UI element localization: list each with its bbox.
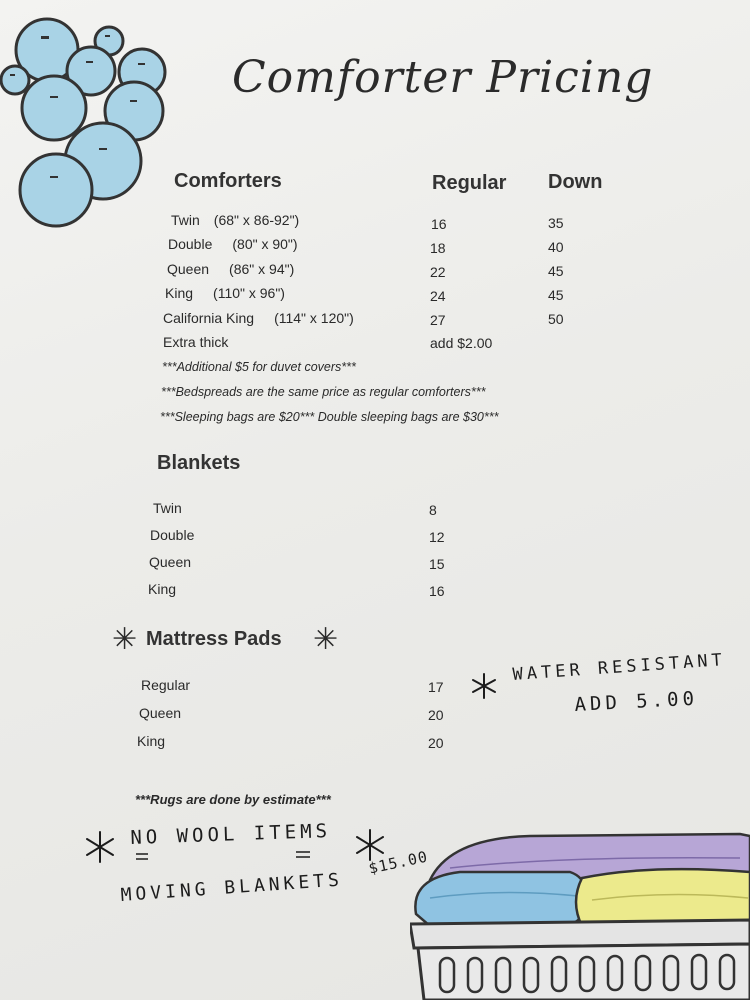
handwritten-asterisk-icon xyxy=(470,672,498,700)
mattress-pad-name: Regular xyxy=(141,677,191,693)
comforter-dims: (110" x 96") xyxy=(213,285,285,301)
comforters-heading: Comforters xyxy=(174,170,282,192)
blanket-name: Double xyxy=(150,527,195,543)
moving-blankets-note: MOVING BLANKETS xyxy=(120,869,344,906)
comforter-name: Queen xyxy=(167,261,210,277)
comforter-down-price: 40 xyxy=(548,239,564,255)
comforter-name: Twin xyxy=(171,212,200,228)
water-resistant-note: WATER RESISTANT xyxy=(512,650,727,685)
comforter-row-name xyxy=(165,285,285,301)
mattress-pad-price: 20 xyxy=(428,707,444,723)
extra-thick-price: add $2.00 xyxy=(430,335,493,351)
asterisk-star-icon: ✳ xyxy=(112,622,138,657)
comforter-regular-price: 24 xyxy=(430,288,446,304)
handwritten-asterisk-icon xyxy=(84,830,116,864)
handwritten-underline xyxy=(128,850,328,866)
comforter-down-price: 50 xyxy=(548,311,564,327)
mattress-pad-price: 17 xyxy=(428,679,444,695)
comforter-row-name xyxy=(163,310,354,326)
moving-blankets-price: $15.00 xyxy=(367,847,430,878)
asterisk-star-icon: ✳ xyxy=(313,622,339,657)
comforter-name: King xyxy=(165,285,194,301)
comforter-down-price: 35 xyxy=(548,215,564,231)
extra-thick-label: Extra thick xyxy=(163,334,229,350)
blanket-price: 15 xyxy=(429,556,445,572)
regular-column-header: Regular xyxy=(432,172,507,194)
comforter-dims: (86" x 94") xyxy=(229,261,295,277)
mattress-pads-heading: Mattress Pads xyxy=(146,628,282,650)
comforter-down-price: 45 xyxy=(548,287,564,303)
blanket-price: 8 xyxy=(429,502,437,518)
comforter-dims: (80" x 90") xyxy=(232,236,298,252)
blanket-name: Twin xyxy=(153,500,182,516)
comforter-regular-price: 18 xyxy=(430,240,446,256)
comforter-regular-price: 22 xyxy=(430,264,446,280)
comforter-regular-price: 16 xyxy=(431,216,447,232)
blanket-price: 12 xyxy=(429,529,445,545)
water-resistant-price-note: ADD 5.00 xyxy=(574,687,699,716)
no-wool-items-note: NO WOOL ITEMS xyxy=(130,819,332,849)
bedspread-note: ***Bedspreads are the same price as regular comforters*** xyxy=(161,385,486,399)
comforter-dims: (114" x 120") xyxy=(274,310,354,326)
comforter-regular-price: 27 xyxy=(430,312,446,328)
comforter-name: Double xyxy=(168,236,213,252)
blanket-name: Queen xyxy=(149,554,192,570)
bubbles-illustration xyxy=(0,0,200,240)
rugs-note: ***Rugs are done by estimate*** xyxy=(135,792,331,807)
sleeping-bag-note: ***Sleeping bags are $20*** Double sleeping bags are $30*** xyxy=(160,410,499,424)
mattress-pad-name: King xyxy=(137,733,166,749)
comforter-dims: (68" x 86-92") xyxy=(213,212,300,228)
blankets-heading: Blankets xyxy=(157,452,241,474)
comforter-row-name xyxy=(171,212,299,228)
blanket-name: King xyxy=(148,581,177,597)
comforter-name: California King xyxy=(163,310,255,326)
laundry-basket-illustration xyxy=(410,828,750,1000)
comforter-row-name xyxy=(168,236,298,252)
mattress-pad-name: Queen xyxy=(139,705,182,721)
blanket-price: 16 xyxy=(429,583,445,599)
down-column-header: Down xyxy=(548,171,603,193)
duvet-note: ***Additional $5 for duvet covers*** xyxy=(162,360,356,374)
comforter-row-name xyxy=(167,261,294,277)
comforter-down-price: 45 xyxy=(548,263,564,279)
mattress-pad-price: 20 xyxy=(428,735,444,751)
page-title: Comforter Pricing xyxy=(232,52,654,103)
